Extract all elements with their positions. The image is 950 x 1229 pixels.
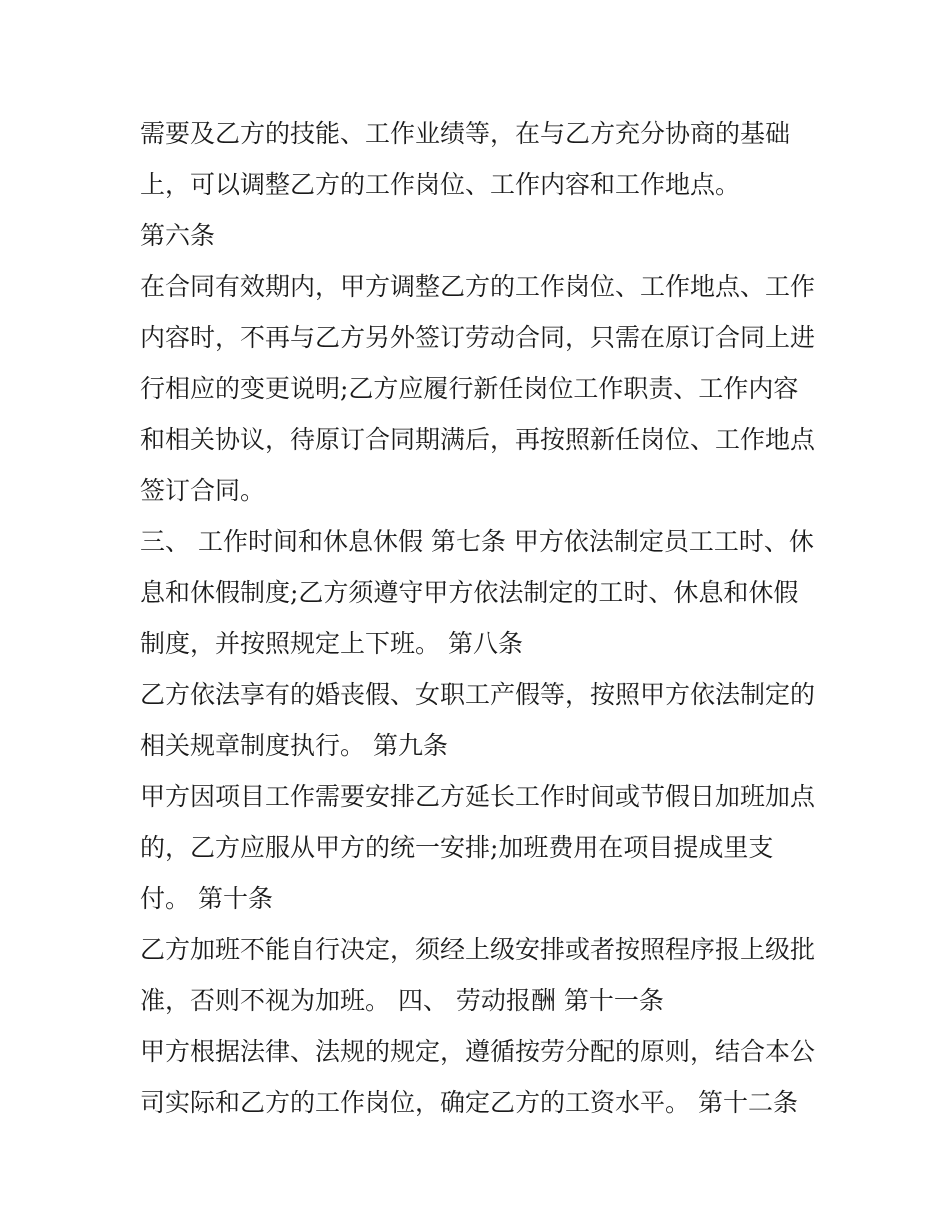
text-line: 甲方根据法律、法规的规定，遵循按劳分配的原则，结合本公 (140, 1037, 816, 1066)
text-line: 准，否则不视为加班。 四、 劳动报酬 第十一条 (140, 986, 664, 1015)
article-heading: 第六条 (140, 221, 216, 250)
text-line: 和相关协议，待原订合同期满后，再按照新任岗位、工作地点 (140, 425, 816, 454)
text-line: 签订合同。 (140, 476, 266, 505)
text-line: 上，可以调整乙方的工作岗位、工作内容和工作地点。 (140, 170, 741, 199)
text-line: 需要及乙方的技能、工作业绩等，在与乙方充分协商的基础 (140, 119, 791, 148)
text-line: 相关规章制度执行。 第九条 (140, 731, 448, 760)
text-line: 制度，并按照规定上下班。 第八条 (140, 629, 523, 658)
text-line: 乙方依法享有的婚丧假、女职工产假等，按照甲方依法制定的 (140, 680, 816, 709)
text-line: 息和休假制度;乙方须遵守甲方依法制定的工时、休息和休假 (140, 578, 799, 607)
text-line: 内容时，不再与乙方另外签订劳动合同，只需在原订合同上进 (140, 323, 816, 352)
text-line: 的，乙方应服从甲方的统一安排;加班费用在项目提成里支 (140, 833, 774, 862)
text-line: 甲方因项目工作需要安排乙方延长工作时间或节假日加班加点 (140, 782, 816, 811)
text-line: 付。 第十条 (140, 884, 273, 913)
text-line: 行相应的变更说明;乙方应履行新任岗位工作职责、工作内容 (140, 374, 799, 403)
text-line: 司实际和乙方的工作岗位，确定乙方的工资水平。 第十二条 (140, 1088, 798, 1117)
text-line: 三、 工作时间和休息休假 第七条 甲方依法制定员工工时、休 (140, 527, 814, 556)
text-line: 在合同有效期内，甲方调整乙方的工作岗位、工作地点、工作 (140, 272, 816, 301)
text-line: 乙方加班不能自行决定，须经上级安排或者按照程序报上级批 (140, 935, 816, 964)
document-body (140, 108, 830, 1128)
